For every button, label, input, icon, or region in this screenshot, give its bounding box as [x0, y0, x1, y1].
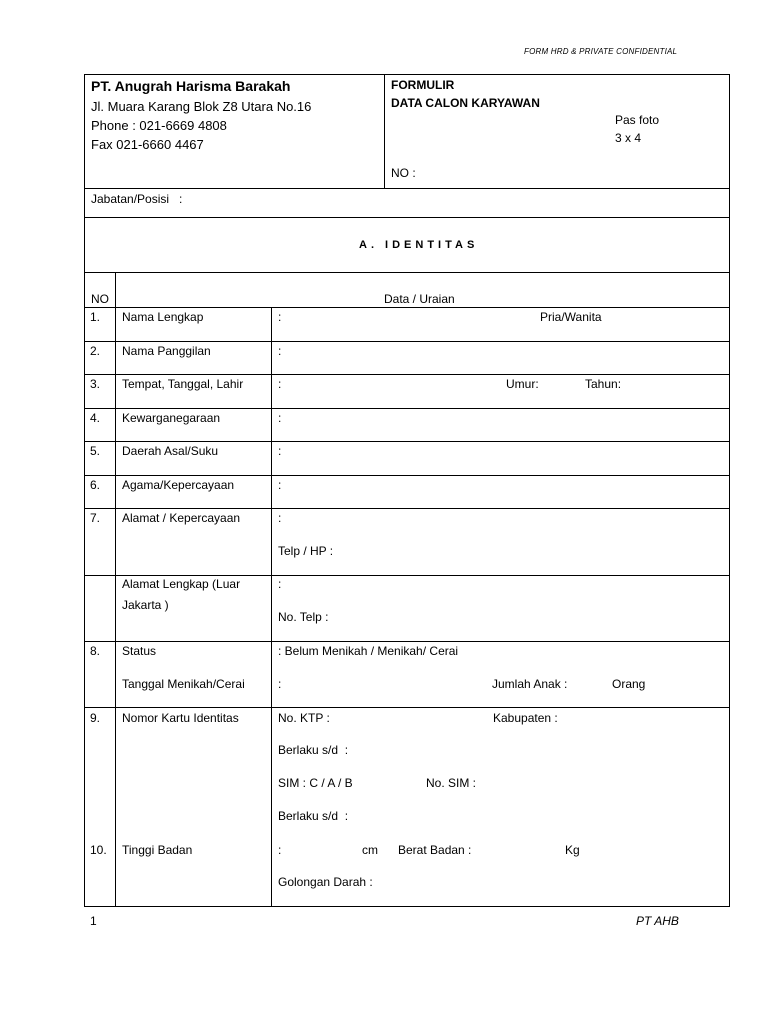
kabupaten-label: Kabupaten : [493, 711, 558, 725]
header-data: Data / Uraian [384, 292, 455, 306]
row-number: 4. [90, 411, 101, 425]
company-name: PT. Anugrah Harisma Barakah [91, 78, 291, 94]
row-label: Nama Lengkap [122, 310, 204, 324]
row-number: 3. [90, 377, 101, 391]
form-number-label: NO : [391, 166, 416, 180]
row-number: 10. [90, 843, 107, 857]
row-label: Nama Panggilan [122, 344, 211, 358]
header-no: NO [91, 292, 109, 306]
row-number: 2. [90, 344, 101, 358]
phone-label: Telp / HP : [278, 544, 334, 558]
row-value: : [278, 377, 282, 391]
year-label: Tahun: [585, 377, 622, 391]
form-title-line1: FORMULIR [391, 78, 455, 92]
row-value: : [278, 577, 282, 591]
position-label: Jabatan/Posisi : [91, 192, 183, 206]
row-number: 1. [90, 310, 101, 324]
form-title-line2: DATA CALON KARYAWAN [391, 96, 540, 110]
valid-until-label: Berlaku s/d : [278, 743, 349, 757]
gender-options: Pria/Wanita [540, 310, 602, 324]
height-unit: cm [362, 843, 378, 857]
row-value: : [278, 411, 282, 425]
footer-company: PT AHB [636, 914, 679, 928]
confidential-note: FORM HRD & PRIVATE CONFIDENTIAL [524, 47, 678, 56]
section-a-title: A. IDENTITAS [359, 239, 479, 251]
row-number: 7. [90, 511, 101, 525]
sim-type-label: SIM : C / A / B [278, 776, 353, 790]
row-label-line1: Alamat Lengkap (Luar [122, 577, 241, 591]
row-label: Nomor Kartu Identitas [122, 711, 239, 725]
row-label: Kewarganegaraan [122, 411, 221, 425]
weight-label: Berat Badan : [398, 843, 472, 857]
blood-type-label: Golongan Darah : [278, 875, 373, 889]
row-value: : [278, 677, 282, 691]
row-value: : [278, 478, 282, 492]
row-label-2: Tanggal Menikah/Cerai [122, 677, 245, 691]
page-number: 1 [90, 914, 97, 928]
row-value: : [278, 310, 282, 324]
row-number: 5. [90, 444, 101, 458]
row-number: 9. [90, 711, 101, 725]
photo-label-line2: 3 x 4 [615, 131, 642, 145]
row-label-line2: Jakarta ) [122, 598, 169, 612]
row-label: Alamat / Kepercayaan [122, 511, 241, 525]
children-count-label: Jumlah Anak : [492, 677, 568, 691]
company-fax: Fax 021-6660 4467 [91, 137, 204, 152]
ktp-label: No. KTP : [278, 711, 330, 725]
children-unit: Orang [612, 677, 646, 691]
company-phone: Phone : 021-6669 4808 [91, 118, 227, 133]
photo-label-line1: Pas foto [615, 113, 660, 127]
row-value: : [278, 843, 282, 857]
row-number: 8. [90, 644, 101, 658]
row-value: : [278, 511, 282, 525]
row-label: Agama/Kepercayaan [122, 478, 235, 492]
row-label: Tempat, Tanggal, Lahir [122, 377, 244, 391]
company-address: Jl. Muara Karang Blok Z8 Utara No.16 [91, 99, 312, 114]
sim-number-label: No. SIM : [426, 776, 477, 790]
weight-unit: Kg [565, 843, 580, 857]
row-label: Tinggi Badan [122, 843, 193, 857]
marital-status-options: : Belum Menikah / Menikah/ Cerai [278, 644, 459, 658]
valid-until-label: Berlaku s/d : [278, 809, 349, 823]
row-value: : [278, 344, 282, 358]
row-value: : [278, 444, 282, 458]
row-label: Daerah Asal/Suku [122, 444, 219, 458]
age-label: Umur: [506, 377, 539, 391]
phone-label: No. Telp : [278, 610, 329, 624]
row-label: Status [122, 644, 157, 658]
row-number: 6. [90, 478, 101, 492]
